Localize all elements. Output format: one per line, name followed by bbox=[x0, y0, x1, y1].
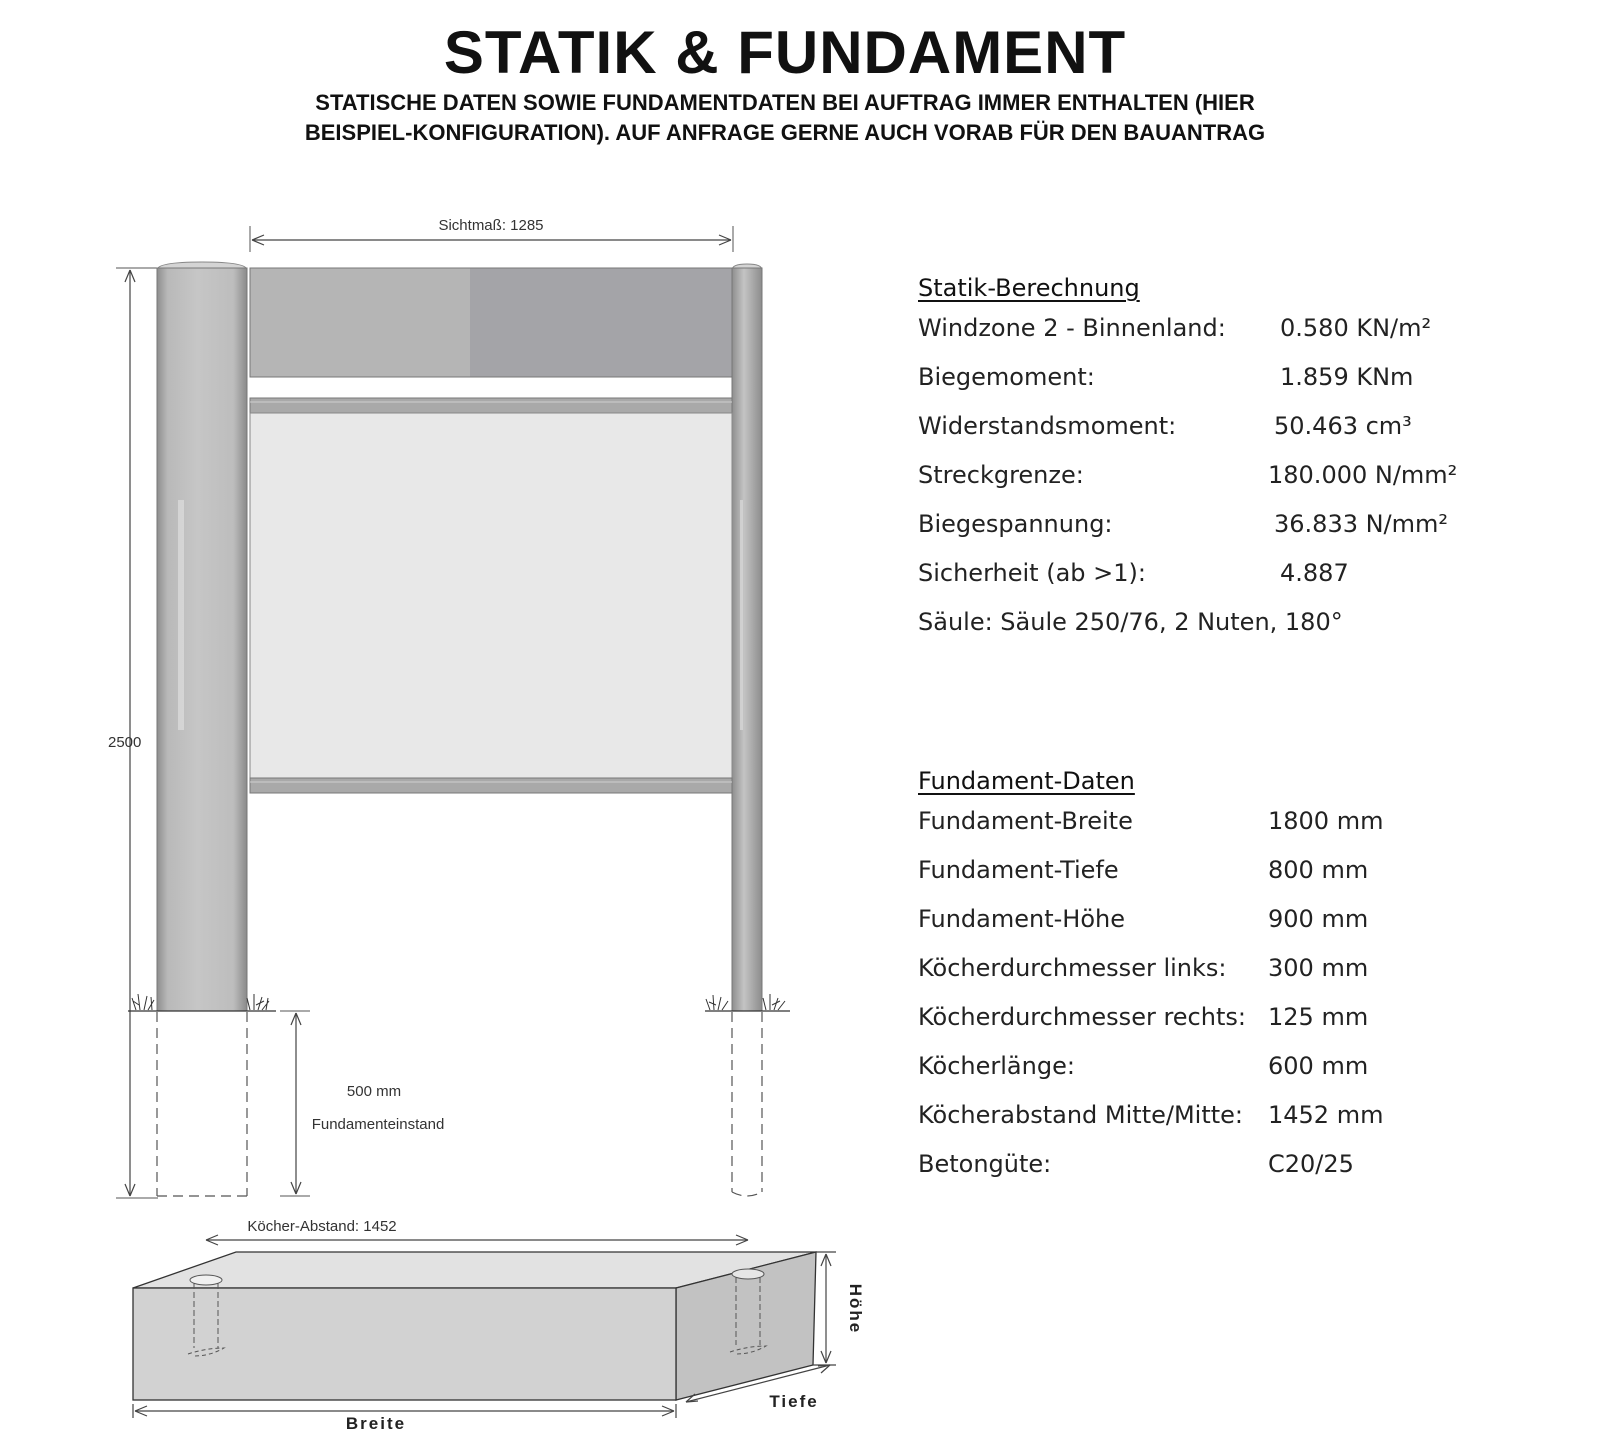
subtitle-line-2: BEISPIEL-KONFIGURATION). AUF ANFRAGE GERNE AUCH VORAB FÜR DEN BAUANTRAG bbox=[304, 120, 1266, 145]
statik-row bbox=[918, 559, 1538, 608]
fundament-row-label: Köcherdurchmesser links: bbox=[918, 954, 1227, 982]
saeule-row bbox=[918, 608, 1538, 657]
statik-row-value: 1.859 KNm bbox=[1280, 363, 1414, 391]
statik-row bbox=[918, 461, 1538, 510]
fundament-row bbox=[918, 1150, 1538, 1199]
fundament-row-label: Fundament-Breite bbox=[918, 807, 1133, 835]
statik-row bbox=[918, 510, 1538, 559]
statik-row-label: Widerstandsmoment: bbox=[918, 412, 1177, 440]
statik-row-label: Biegemoment: bbox=[918, 363, 1095, 391]
page-title: STATIK & FUNDAMENT bbox=[443, 19, 1127, 86]
fundament-row-label: Fundament-Höhe bbox=[918, 905, 1125, 933]
fundament-row bbox=[918, 1003, 1538, 1052]
fundament-row-value: 1800 mm bbox=[1268, 807, 1384, 835]
upper-rail bbox=[250, 398, 732, 413]
foundation-block bbox=[133, 1252, 816, 1400]
koecher-abstand-label: Köcher-Abstand: 1452 bbox=[247, 1218, 397, 1235]
fundament-row-value: 125 mm bbox=[1268, 1003, 1369, 1031]
fundament-row-value: 300 mm bbox=[1268, 954, 1369, 982]
einstand-dimension bbox=[280, 1011, 444, 1196]
fundament-row-value: 600 mm bbox=[1268, 1052, 1369, 1080]
statik-row-label: Streckgrenze: bbox=[918, 461, 1084, 489]
fundament-row bbox=[918, 856, 1538, 905]
statik-row bbox=[918, 412, 1538, 461]
fundament-row-value: 900 mm bbox=[1268, 905, 1369, 933]
right-post bbox=[732, 264, 762, 1011]
fundament-row-value: C20/25 bbox=[1268, 1150, 1354, 1178]
fundament-section bbox=[918, 767, 1538, 1199]
fundament-row bbox=[918, 1052, 1538, 1101]
underground-posts bbox=[157, 1012, 762, 1196]
statik-row-label: Biegespannung: bbox=[918, 510, 1113, 538]
hoehe-label: Höhe bbox=[846, 1283, 865, 1335]
height-dimension bbox=[108, 268, 158, 1198]
statik-heading: Statik-Berechnung bbox=[918, 274, 1140, 302]
statik-row-value: 4.887 bbox=[1280, 559, 1349, 587]
fundament-row-label: Köcherdurchmesser rechts: bbox=[918, 1003, 1246, 1031]
fundament-row-label: Fundament-Tiefe bbox=[918, 856, 1119, 884]
sichtmass-label: Sichtmaß: 1285 bbox=[438, 217, 544, 234]
subtitle-line-1: STATISCHE DATEN SOWIE FUNDAMENTDATEN BEI AUFTRAG IMMER ENTHALTEN (HIER bbox=[315, 90, 1255, 115]
fundament-row-label: Köcherlänge: bbox=[918, 1052, 1075, 1080]
statik-row-value: 50.463 cm³ bbox=[1274, 412, 1412, 440]
fundament-row bbox=[918, 1101, 1538, 1150]
sichtmass-dimension bbox=[250, 217, 733, 252]
statik-row-value: 0.580 KN/m² bbox=[1280, 314, 1432, 342]
statik-row-label: Windzone 2 - Binnenland: bbox=[918, 314, 1226, 342]
statik-row bbox=[918, 314, 1538, 363]
tiefe-label: Tiefe bbox=[769, 1392, 819, 1411]
lower-rail bbox=[250, 778, 732, 793]
fundament-row-label: Köcherabstand Mitte/Mitte: bbox=[918, 1101, 1243, 1129]
einstand-label: Fundamenteinstand bbox=[311, 1116, 445, 1133]
statik-row-value: 180.000 N/mm² bbox=[1268, 461, 1458, 489]
fundament-heading: Fundament-Daten bbox=[918, 767, 1135, 795]
fundament-row-value: 800 mm bbox=[1268, 856, 1369, 884]
statik-row bbox=[918, 363, 1538, 412]
statik-row-value: 36.833 N/mm² bbox=[1274, 510, 1449, 538]
fundament-row-label: Betongüte: bbox=[918, 1150, 1052, 1178]
koecher-abstand-dimension bbox=[206, 1218, 748, 1245]
fundament-row-value: 1452 mm bbox=[1268, 1101, 1384, 1129]
left-post bbox=[157, 262, 247, 1011]
statik-section bbox=[918, 274, 1538, 657]
fundament-row bbox=[918, 905, 1538, 954]
saeule-text: Säule: Säule 250/76, 2 Nuten, 180° bbox=[918, 608, 1343, 636]
einstand-value: 500 mm bbox=[346, 1083, 402, 1100]
height-label: 2500 bbox=[108, 734, 142, 751]
statik-row-label: Sicherheit (ab >1): bbox=[918, 559, 1146, 587]
sign-panel bbox=[250, 413, 732, 778]
fundament-row bbox=[918, 954, 1538, 1003]
top-panel bbox=[250, 268, 732, 377]
breite-label: Breite bbox=[345, 1414, 407, 1433]
fundament-row bbox=[918, 807, 1538, 856]
